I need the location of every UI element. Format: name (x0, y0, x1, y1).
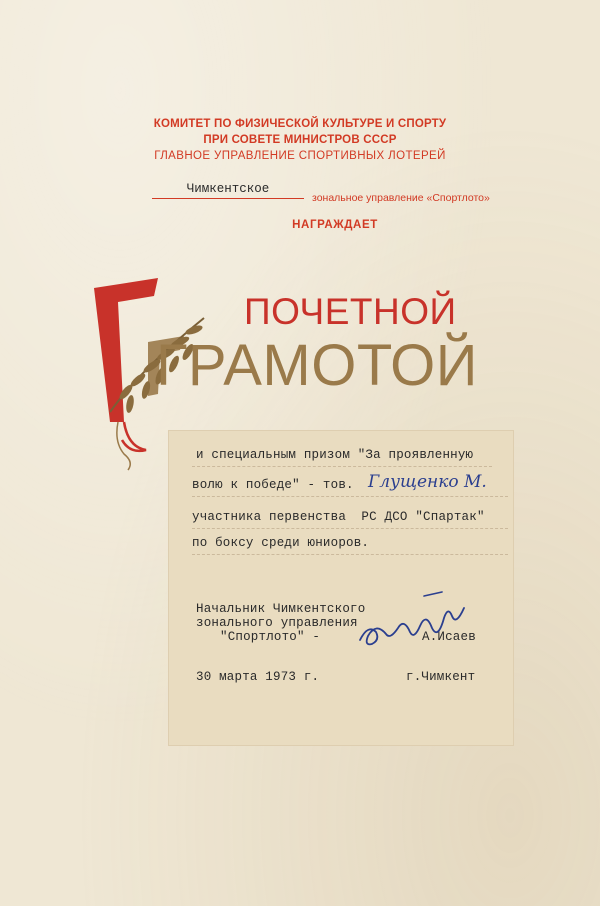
handwritten-signature (354, 588, 474, 658)
fill-line (192, 528, 508, 529)
fill-line (192, 466, 492, 467)
committee-header-line2: ПРИ СОВЕТЕ МИНИСТРОВ СССР (203, 134, 397, 146)
body-line2-prefix: волю к победе" - тов. (192, 478, 354, 492)
committee-header-line1: КОМИТЕТ ПО ФИЗИЧЕСКОЙ КУЛЬТУРЕ И СПОРТУ (153, 118, 447, 130)
zone-name: Чимкентское (152, 182, 304, 199)
signer-line2: зонального управления (196, 616, 358, 630)
date: 30 марта 1973 г. (196, 670, 320, 684)
recipient-name-handwritten: Глущенко М. (368, 472, 487, 492)
signer-name: А.Исаев (422, 630, 476, 644)
signer-line1: Начальник Чимкентского (196, 602, 366, 616)
title-line1: ПОЧЕТНОЙ (244, 291, 457, 332)
body-line4: по боксу среди юниоров. (192, 536, 370, 550)
zone-line (152, 182, 600, 204)
body-line1: и специальным призом "За проявленную (196, 448, 474, 462)
awards-label: НАГРАЖДАЕТ (292, 219, 378, 231)
zone-suffix: зональное управление «Спортлото» (312, 192, 490, 204)
fill-line (192, 496, 508, 497)
committee-header-line3: ГЛАВНОЕ УПРАВЛЕНИЕ СПОРТИВНЫХ ЛОТЕРЕЙ (154, 150, 446, 162)
body-line3: участника первенства РС ДСО "Спартак" (192, 510, 485, 524)
city: г.Чимкент (406, 670, 476, 684)
title-line2: ГРАМОТОЙ (156, 333, 478, 398)
typed-insert-panel (168, 430, 514, 746)
fill-line (192, 554, 508, 555)
signer-line3-prefix: "Спортлото" - (220, 630, 321, 644)
